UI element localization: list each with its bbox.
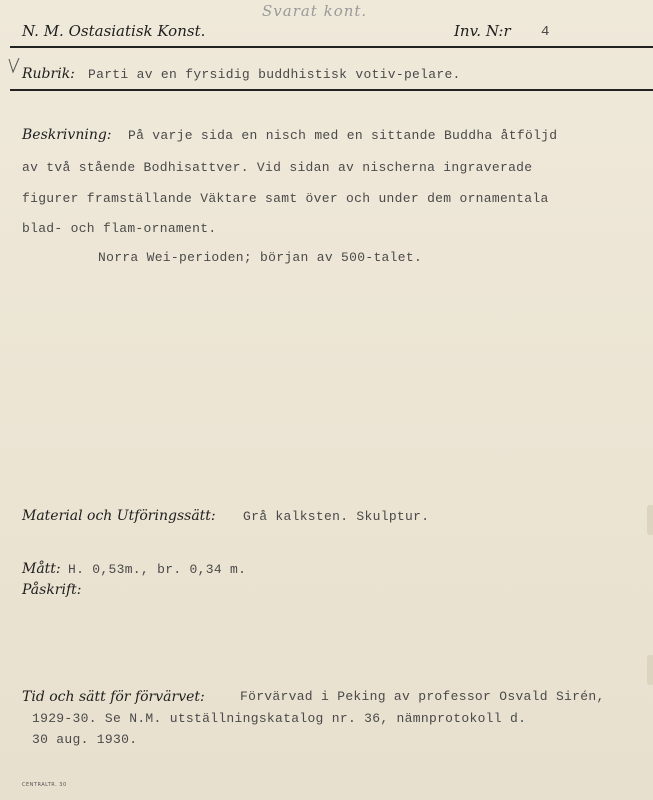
beskrivning-line: På varje sida en nisch med en sittande Buddha åtföljd bbox=[128, 128, 558, 143]
museum-name: N. M. Ostasiatisk Konst. bbox=[22, 22, 206, 40]
material-value: Grå kalksten. Skulptur. bbox=[243, 509, 430, 524]
paskrift-label: Påskrift: bbox=[22, 582, 82, 598]
beskrivning-line: figurer framställande Väktare samt över och under dem ornamentala bbox=[22, 191, 549, 206]
header-rule bbox=[10, 46, 653, 48]
beskrivning-line: av två stående Bodhisattver. Vid sidan av nischerna ingraverade bbox=[22, 160, 533, 175]
rubrik-label: Rubrik: bbox=[22, 66, 75, 82]
beskrivning-line: blad- och flam-ornament. bbox=[22, 221, 217, 236]
handwritten-note: Svarat kont. bbox=[262, 2, 368, 20]
beskrivning-label: Beskrivning: bbox=[22, 127, 112, 143]
inv-label: Inv. N:r bbox=[454, 22, 511, 40]
forvarv-line: 30 aug. 1930. bbox=[32, 732, 138, 747]
card-edge-notch bbox=[647, 505, 653, 535]
matt-label: Mått: bbox=[22, 561, 61, 577]
card-edge-notch bbox=[647, 655, 653, 685]
forvarv-label: Tid och sätt för förvärvet: bbox=[22, 689, 205, 705]
forvarv-line: 1929-30. Se N.M. utställningskatalog nr. 36, nämnprotokoll d. bbox=[32, 711, 527, 726]
printer-mark: CENTRALTR. 30 bbox=[22, 782, 67, 788]
matt-value: H. 0,53m., br. 0,34 m. bbox=[68, 562, 247, 577]
rubrik-value: Parti av en fyrsidig buddhistisk votiv-pelare. bbox=[88, 67, 461, 82]
forvarv-line: Förvärvad i Peking av professor Osvald Sirén, bbox=[240, 689, 605, 704]
material-label: Material och Utföringssätt: bbox=[22, 508, 216, 524]
rubrik-rule bbox=[10, 89, 653, 91]
inv-number: 4 bbox=[541, 24, 550, 40]
period-text: Norra Wei-perioden; början av 500-talet. bbox=[98, 250, 423, 265]
check-mark-icon bbox=[8, 58, 20, 74]
